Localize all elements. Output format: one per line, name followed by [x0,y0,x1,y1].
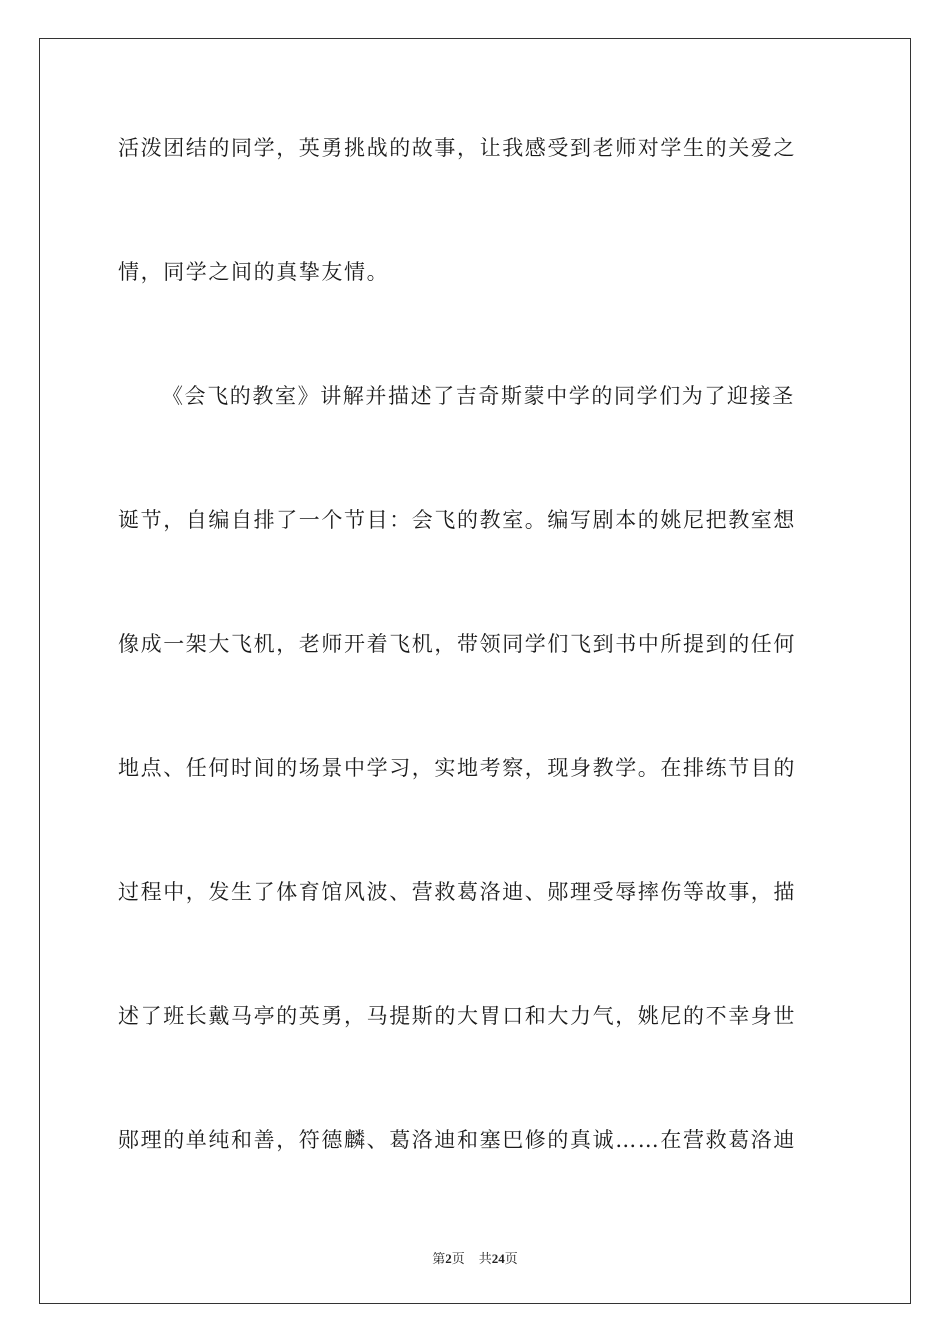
text-line-9: 郧理的单纯和善，符德麟、葛洛迪和塞巴修的真诚……在营救葛洛迪 [118,1128,796,1152]
page-footer [0,1248,950,1267]
text-line-5: 像成一架大飞机，老师开着飞机，带领同学们飞到书中所提到的任何 [118,632,796,656]
text-line-4: 诞节，自编自排了一个节目：会飞的教室。编写剧本的姚尼把教室想 [118,508,796,532]
text-line-2: 情，同学之间的真挚友情。 [118,260,390,284]
total-pages: 24 [491,1251,505,1266]
total-label-prefix: 共 [478,1251,492,1266]
page-number: 2 [445,1251,452,1266]
text-line-1: 活泼团结的同学，英勇挑战的故事，让我感受到老师对学生的关爱之 [118,136,796,160]
text-line-6: 地点、任何时间的场景中学习，实地考察，现身教学。在排练节目的 [118,756,796,780]
text-line-7: 过程中，发生了体育馆风波、营救葛洛迪、郧理受辱摔伤等故事，描 [118,880,796,904]
document-body [118,118,838,1234]
page-label-prefix: 第 [432,1251,446,1266]
page-label-suffix: 页 [451,1251,465,1266]
total-label-suffix: 页 [504,1251,518,1266]
text-line-8: 述了班长戴马亭的英勇，马提斯的大胃口和大力气，姚尼的不幸身世 [118,1004,796,1028]
text-line-3: 《会飞的教室》讲解并描述了吉奇斯蒙中学的同学们为了迎接圣 [162,384,795,408]
